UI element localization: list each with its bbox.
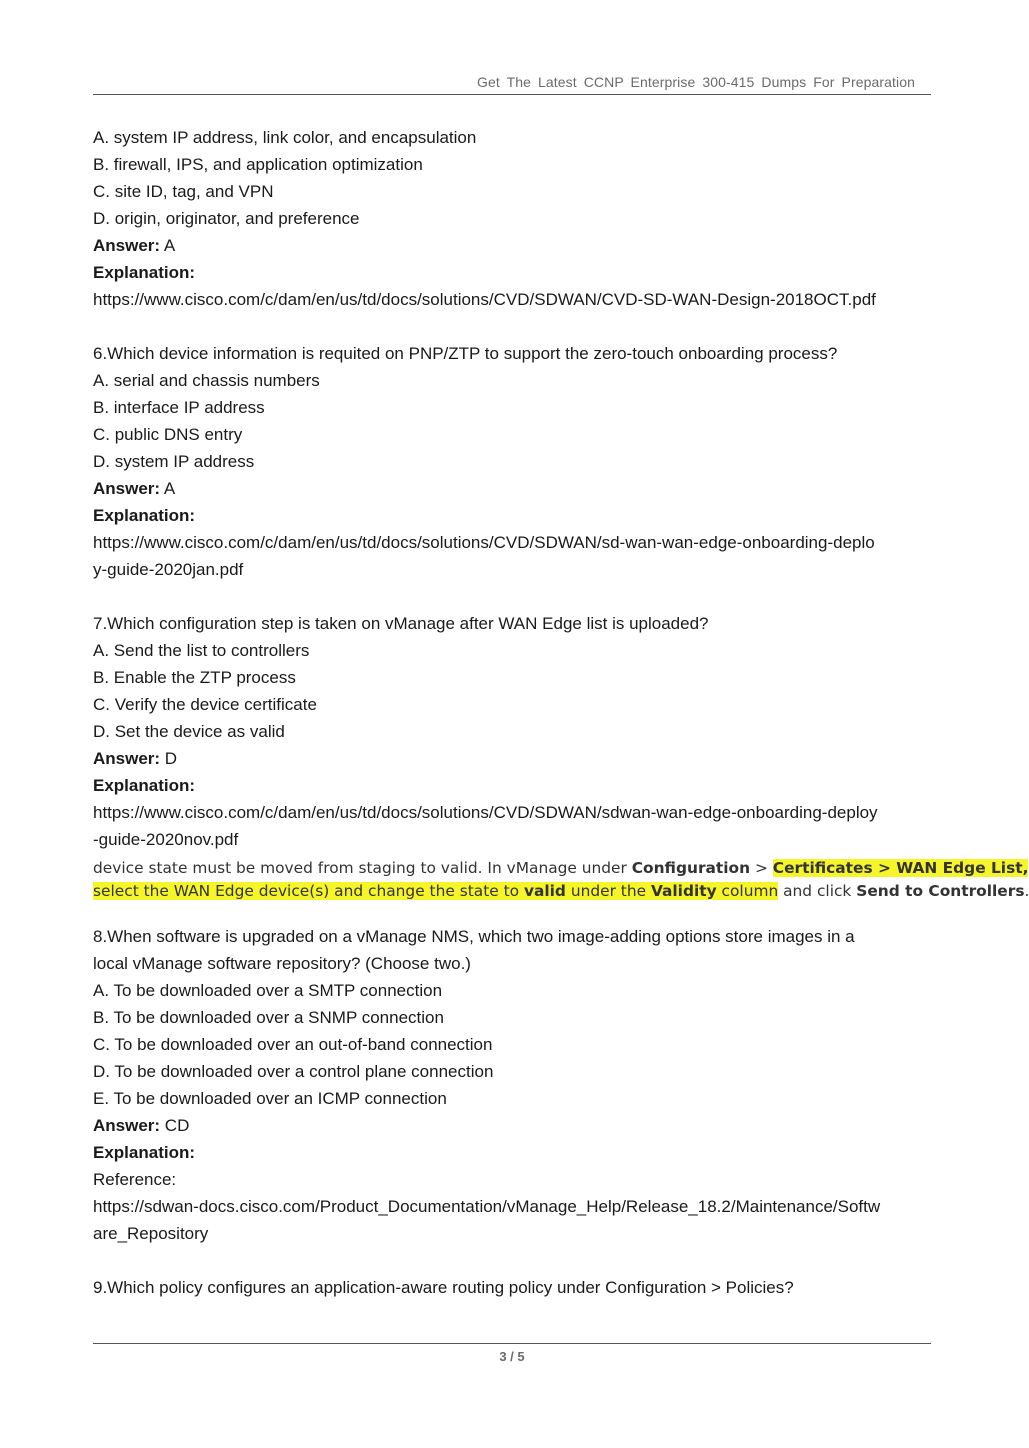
q6-explanation-label: Explanation: — [93, 506, 196, 525]
q8-option-d: D. To be downloaded over a control plane connection — [93, 1062, 494, 1081]
excerpt-line-2 — [93, 880, 1029, 903]
q9-question: 9.Which policy configures an application-aware routing policy under Configuration > Policies? — [93, 1278, 794, 1297]
q7-option-d: D. Set the device as valid — [93, 722, 285, 741]
excerpt-highlight: column — [716, 882, 779, 900]
q6-question: 6.Which device information is requited on PNP/ZTP to support the zero-touch onboarding process? — [93, 344, 838, 363]
q7-answer — [93, 745, 933, 772]
q8-option-b: B. To be downloaded over a SNMP connection — [93, 1008, 444, 1027]
excerpt-highlight-valid: valid — [523, 882, 566, 900]
answer-value: A — [160, 479, 176, 498]
answer-value: A — [160, 236, 176, 255]
q8-question-line-1: 8.When software is upgraded on a vManage NMS, which two image-adding options store images in a — [93, 927, 855, 946]
q6-answer — [93, 475, 933, 502]
header-title: Get The Latest CCNP Enterprise 300-415 Dumps For Preparation — [476, 74, 915, 90]
q7-option-a: A. Send the list to controllers — [93, 641, 310, 660]
answer-value: CD — [160, 1116, 190, 1135]
q6-link-line-1: https://www.cisco.com/c/dam/en/us/td/docs/solutions/CVD/SDWAN/sd-wan-wan-edge-onboarding-deplo — [93, 533, 875, 552]
q5-option-a: A. system IP address, link color, and encapsulation — [93, 128, 477, 147]
q7-option-b: B. Enable the ZTP process — [93, 668, 296, 687]
documentation-excerpt-image — [93, 857, 1029, 909]
q8-option-e: E. To be downloaded over an ICMP connection — [93, 1089, 447, 1108]
q7-option-c: C. Verify the device certificate — [93, 695, 317, 714]
excerpt-bold-send-to-controllers: Send to Controllers — [856, 882, 1025, 900]
page-number: 3 / 5 — [499, 1349, 525, 1364]
answer-label: Answer: — [93, 749, 161, 768]
excerpt-highlight: under the — [565, 882, 651, 900]
excerpt-line-1 — [93, 857, 1029, 880]
q7-link-line-2: -guide-2020nov.pdf — [93, 830, 239, 849]
q8-link-line-2: are_Repository — [93, 1224, 209, 1243]
excerpt-highlight-validity: Validity — [650, 882, 717, 900]
document-body — [93, 124, 1029, 1301]
q8-option-a: A. To be downloaded over a SMTP connection — [93, 981, 443, 1000]
q6-option-b: B. interface IP address — [93, 398, 265, 417]
q6-option-a: A. serial and chassis numbers — [93, 371, 320, 390]
q5-link: https://www.cisco.com/c/dam/en/us/td/docs/solutions/CVD/SDWAN/CVD-SD-WAN-Design-2018OCT.pdf — [93, 290, 876, 309]
q6-option-c: C. public DNS entry — [93, 425, 243, 444]
q7-link-line-1: https://www.cisco.com/c/dam/en/us/td/docs/solutions/CVD/SDWAN/sdwan-wan-edge-onboarding-deploy — [93, 803, 878, 822]
q8-option-c: C. To be downloaded over an out-of-band connection — [93, 1035, 493, 1054]
excerpt-text: device state must be moved from staging to valid. In vManage under — [93, 859, 632, 877]
answer-label: Answer: — [93, 479, 161, 498]
q6-link-line-2: y-guide-2020jan.pdf — [93, 560, 244, 579]
q8-link-line-1: https://sdwan-docs.cisco.com/Product_Documentation/vManage_Help/Release_18.2/Maintenance/Softw — [93, 1197, 881, 1216]
excerpt-highlight: select the WAN Edge device(s) and change the state to — [93, 882, 524, 900]
q6-option-d: D. system IP address — [93, 452, 255, 471]
q7-question: 7.Which configuration step is taken on vManage after WAN Edge list is uploaded? — [93, 614, 709, 633]
page-footer — [93, 1343, 931, 1364]
excerpt-bold-configuration: Configuration — [631, 859, 751, 877]
page-header — [93, 72, 931, 95]
q8-reference-label: Reference: — [93, 1170, 177, 1189]
q5-answer — [93, 232, 933, 259]
excerpt-text: . — [1024, 882, 1029, 900]
excerpt-text: > — [750, 859, 773, 877]
answer-value: D — [160, 749, 178, 768]
q5-option-b: B. firewall, IPS, and application optimization — [93, 155, 423, 174]
excerpt-text: and click — [778, 882, 857, 900]
excerpt-highlight-certificates: Certificates > WAN Edge List, — [772, 859, 1029, 877]
q8-explanation-label: Explanation: — [93, 1143, 196, 1162]
q8-answer — [93, 1112, 933, 1139]
q5-explanation-label: Explanation: — [93, 263, 196, 282]
q5-option-d: D. origin, originator, and preference — [93, 209, 360, 228]
q5-option-c: C. site ID, tag, and VPN — [93, 182, 274, 201]
q7-explanation-label: Explanation: — [93, 776, 196, 795]
answer-label: Answer: — [93, 1116, 161, 1135]
answer-label: Answer: — [93, 236, 161, 255]
q8-question-line-2: local vManage software repository? (Choose two.) — [93, 954, 471, 973]
